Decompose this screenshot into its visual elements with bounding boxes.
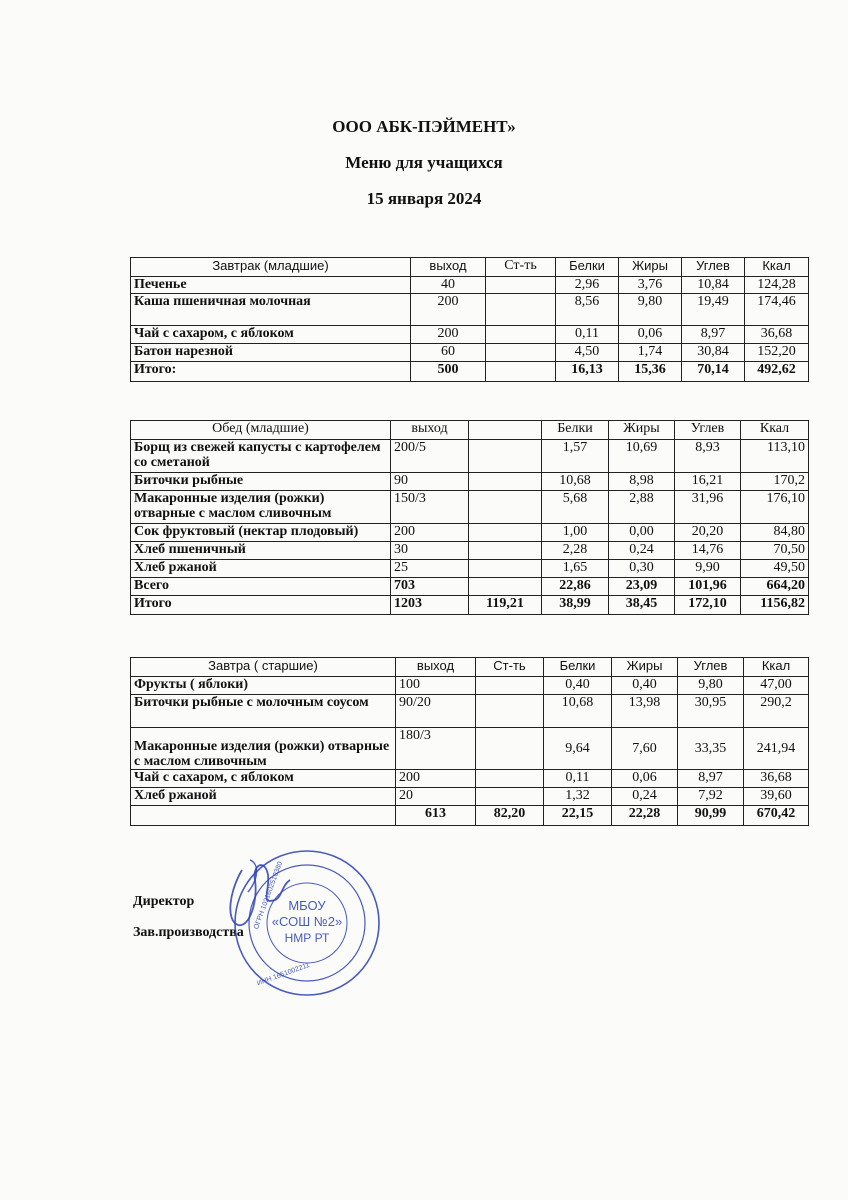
col-kcal: Ккал	[744, 658, 809, 677]
dish-protein: 10,68	[542, 473, 609, 491]
stamp-line-1: МБОУ	[288, 898, 326, 913]
dish-qty: 180/3	[396, 728, 476, 770]
total-qty: 500	[411, 362, 486, 382]
dish-name: Хлеб ржаной	[131, 788, 396, 806]
table-header-row	[131, 421, 809, 440]
dish-carbs: 9,80	[678, 677, 744, 695]
dish-name: Батон нарезной	[131, 344, 411, 362]
dish-fat: 0,40	[612, 677, 678, 695]
dish-kcal: 124,28	[745, 277, 809, 294]
director-label: Директор	[133, 894, 195, 909]
org-name: ООО АБК-ПЭЙМЕНТ»	[332, 117, 516, 136]
table-header-row	[131, 258, 809, 277]
dish-cost	[486, 344, 556, 362]
table-row	[131, 294, 809, 326]
dish-name: Каша пшеничная молочная	[131, 294, 411, 326]
dish-qty: 200	[411, 294, 486, 326]
dish-protein: 1,57	[542, 440, 609, 473]
total-qty: 613	[396, 806, 476, 826]
dish-qty: 20	[396, 788, 476, 806]
stamp-line-2: «СОШ №2»	[271, 914, 343, 929]
col-fat: Жиры	[612, 658, 678, 677]
total-qty: 1203	[391, 596, 469, 615]
dish-fat: 0,24	[609, 542, 675, 560]
stamp-ogrn: ОГРН 1021602510380	[253, 860, 285, 931]
dish-qty: 200	[391, 524, 469, 542]
col-fat: Жиры	[619, 258, 682, 277]
col-protein: Белки	[544, 658, 612, 677]
dish-cost	[469, 542, 542, 560]
col-carbs: Углев	[678, 658, 744, 677]
table-row	[131, 788, 809, 806]
menu-date: 15 января 2024	[366, 189, 482, 208]
dish-protein: 0,11	[544, 770, 612, 788]
table-row	[131, 560, 809, 578]
table-row	[131, 542, 809, 560]
dish-name: Биточки рыбные с молочным соусом	[131, 695, 396, 728]
total-label: Итого	[131, 596, 391, 615]
total-protein: 16,13	[556, 362, 619, 382]
dish-name: Чай с сахаром, с яблоком	[131, 770, 396, 788]
dish-protein: 1,00	[542, 524, 609, 542]
chef-label: Зав.производства	[133, 925, 244, 940]
dish-carbs: 31,96	[675, 491, 741, 524]
dish-kcal: 170,2	[741, 473, 809, 491]
col-cost: Ст-ть	[486, 258, 556, 277]
dish-carbs: 30,95	[678, 695, 744, 728]
total-row	[131, 596, 809, 615]
col-kcal: Ккал	[745, 258, 809, 277]
dish-kcal: 176,10	[741, 491, 809, 524]
dish-carbs: 16,21	[675, 473, 741, 491]
dish-qty: 90/20	[396, 695, 476, 728]
dish-protein: 4,50	[556, 344, 619, 362]
dish-name: Печенье	[131, 277, 411, 294]
table-row	[131, 695, 809, 728]
dish-qty: 200/5	[391, 440, 469, 473]
total-carbs: 70,14	[682, 362, 745, 382]
total-fat: 38,45	[609, 596, 675, 615]
dish-fat: 10,69	[609, 440, 675, 473]
signature-icon	[220, 850, 310, 940]
dish-qty: 100	[396, 677, 476, 695]
dish-protein: 2,28	[542, 542, 609, 560]
dish-fat: 13,98	[612, 695, 678, 728]
stamp-inn: ИНН 1651002211	[256, 961, 311, 988]
dish-carbs: 33,35	[678, 728, 744, 770]
dish-kcal: 36,68	[745, 326, 809, 344]
dish-carbs: 8,97	[678, 770, 744, 788]
col-fat: Жиры	[609, 421, 675, 440]
dish-carbs: 8,97	[682, 326, 745, 344]
total-cost	[486, 362, 556, 382]
page-title: Меню для учащихся	[345, 153, 503, 172]
total-row	[131, 806, 809, 826]
dish-cost	[469, 491, 542, 524]
subtotal-cost	[469, 578, 542, 596]
col-kcal: Ккал	[741, 421, 809, 440]
dish-kcal: 49,50	[741, 560, 809, 578]
dish-qty: 150/3	[391, 491, 469, 524]
col-protein: Белки	[556, 258, 619, 277]
dish-protein: 0,40	[544, 677, 612, 695]
dish-qty: 60	[411, 344, 486, 362]
col-protein: Белки	[542, 421, 609, 440]
dish-fat: 0,24	[612, 788, 678, 806]
total-protein: 38,99	[542, 596, 609, 615]
total-carbs: 90,99	[678, 806, 744, 826]
dish-kcal: 39,60	[744, 788, 809, 806]
dish-carbs: 14,76	[675, 542, 741, 560]
section-title: Обед (младшие)	[131, 421, 391, 440]
total-kcal: 670,42	[744, 806, 809, 826]
table-row	[131, 326, 809, 344]
total-cost: 82,20	[476, 806, 544, 826]
dish-fat: 3,76	[619, 277, 682, 294]
dish-carbs: 19,49	[682, 294, 745, 326]
dish-qty: 90	[391, 473, 469, 491]
table-row	[131, 524, 809, 542]
dish-qty: 25	[391, 560, 469, 578]
dish-kcal: 290,2	[744, 695, 809, 728]
table-row	[131, 344, 809, 362]
dish-protein: 5,68	[542, 491, 609, 524]
dish-protein: 9,64	[544, 728, 612, 770]
dish-carbs: 7,92	[678, 788, 744, 806]
table-row	[131, 440, 809, 473]
total-fat: 22,28	[612, 806, 678, 826]
dish-name: Борщ из свежей капусты с картофелем со сметаной	[131, 440, 391, 473]
dish-protein: 1,65	[542, 560, 609, 578]
total-carbs: 172,10	[675, 596, 741, 615]
col-cost	[469, 421, 542, 440]
dish-qty: 30	[391, 542, 469, 560]
total-fat: 15,36	[619, 362, 682, 382]
section-title: Завтра ( старшие)	[131, 658, 396, 677]
dish-protein: 8,56	[556, 294, 619, 326]
dish-protein: 0,11	[556, 326, 619, 344]
dish-fat: 1,74	[619, 344, 682, 362]
dish-carbs: 9,90	[675, 560, 741, 578]
breakfast-senior-table	[130, 657, 809, 826]
dish-carbs: 8,93	[675, 440, 741, 473]
dish-fat: 0,30	[609, 560, 675, 578]
col-qty: выход	[391, 421, 469, 440]
dish-cost	[469, 440, 542, 473]
total-label: Итого:	[131, 362, 411, 382]
dish-protein: 10,68	[544, 695, 612, 728]
total-kcal: 1156,82	[741, 596, 809, 615]
table-header-row	[131, 658, 809, 677]
table-row	[131, 473, 809, 491]
dish-cost	[476, 770, 544, 788]
total-cost: 119,21	[469, 596, 542, 615]
total-row	[131, 362, 809, 382]
dish-qty: 200	[411, 326, 486, 344]
dish-name: Фрукты ( яблоки)	[131, 677, 396, 695]
subtotal-row	[131, 578, 809, 596]
dish-cost	[486, 326, 556, 344]
dish-kcal: 174,46	[745, 294, 809, 326]
breakfast-junior-table	[130, 257, 809, 382]
dish-name: Хлеб ржаной	[131, 560, 391, 578]
col-qty: выход	[411, 258, 486, 277]
dish-name: Макаронные изделия (рожки) отварные с маслом сливочным	[131, 728, 396, 770]
dish-kcal: 70,50	[741, 542, 809, 560]
dish-protein: 1,32	[544, 788, 612, 806]
total-kcal: 492,62	[745, 362, 809, 382]
dish-name: Сок фруктовый (нектар плодовый)	[131, 524, 391, 542]
subtotal-label: Всего	[131, 578, 391, 596]
table-row	[131, 491, 809, 524]
dish-fat: 7,60	[612, 728, 678, 770]
dish-name: Макаронные изделия (рожки) отварные с маслом сливочным	[131, 491, 391, 524]
dish-fat: 0,06	[619, 326, 682, 344]
dish-kcal: 84,80	[741, 524, 809, 542]
table-row	[131, 728, 809, 770]
dish-kcal: 36,68	[744, 770, 809, 788]
dish-cost	[476, 677, 544, 695]
subtotal-qty: 703	[391, 578, 469, 596]
dish-cost	[476, 728, 544, 770]
subtotal-carbs: 101,96	[675, 578, 741, 596]
dish-carbs: 30,84	[682, 344, 745, 362]
lunch-junior-table	[130, 420, 809, 615]
dish-name: Чай с сахаром, с яблоком	[131, 326, 411, 344]
dish-cost	[469, 560, 542, 578]
dish-carbs: 10,84	[682, 277, 745, 294]
subtotal-fat: 23,09	[609, 578, 675, 596]
col-qty: выход	[396, 658, 476, 677]
dish-fat: 2,88	[609, 491, 675, 524]
dish-name: Биточки рыбные	[131, 473, 391, 491]
total-protein: 22,15	[544, 806, 612, 826]
dish-fat: 9,80	[619, 294, 682, 326]
table-row	[131, 677, 809, 695]
dish-kcal: 113,10	[741, 440, 809, 473]
dish-fat: 8,98	[609, 473, 675, 491]
dish-fat: 0,00	[609, 524, 675, 542]
dish-qty: 40	[411, 277, 486, 294]
section-title: Завтрак (младшие)	[131, 258, 411, 277]
dish-cost	[486, 277, 556, 294]
col-carbs: Углев	[675, 421, 741, 440]
stamp-line-3: НМР РТ	[284, 931, 330, 945]
dish-cost	[476, 695, 544, 728]
dish-cost	[469, 473, 542, 491]
dish-fat: 0,06	[612, 770, 678, 788]
col-cost: Ст-ть	[476, 658, 544, 677]
dish-kcal: 152,20	[745, 344, 809, 362]
table-row	[131, 277, 809, 294]
table-row	[131, 770, 809, 788]
dish-kcal: 47,00	[744, 677, 809, 695]
total-label	[131, 806, 396, 826]
dish-cost	[469, 524, 542, 542]
dish-name: Хлеб пшеничный	[131, 542, 391, 560]
dish-cost	[486, 294, 556, 326]
dish-kcal: 241,94	[744, 728, 809, 770]
dish-qty: 200	[396, 770, 476, 788]
dish-protein: 2,96	[556, 277, 619, 294]
col-carbs: Углев	[682, 258, 745, 277]
subtotal-protein: 22,86	[542, 578, 609, 596]
subtotal-kcal: 664,20	[741, 578, 809, 596]
dish-carbs: 20,20	[675, 524, 741, 542]
dish-cost	[476, 788, 544, 806]
